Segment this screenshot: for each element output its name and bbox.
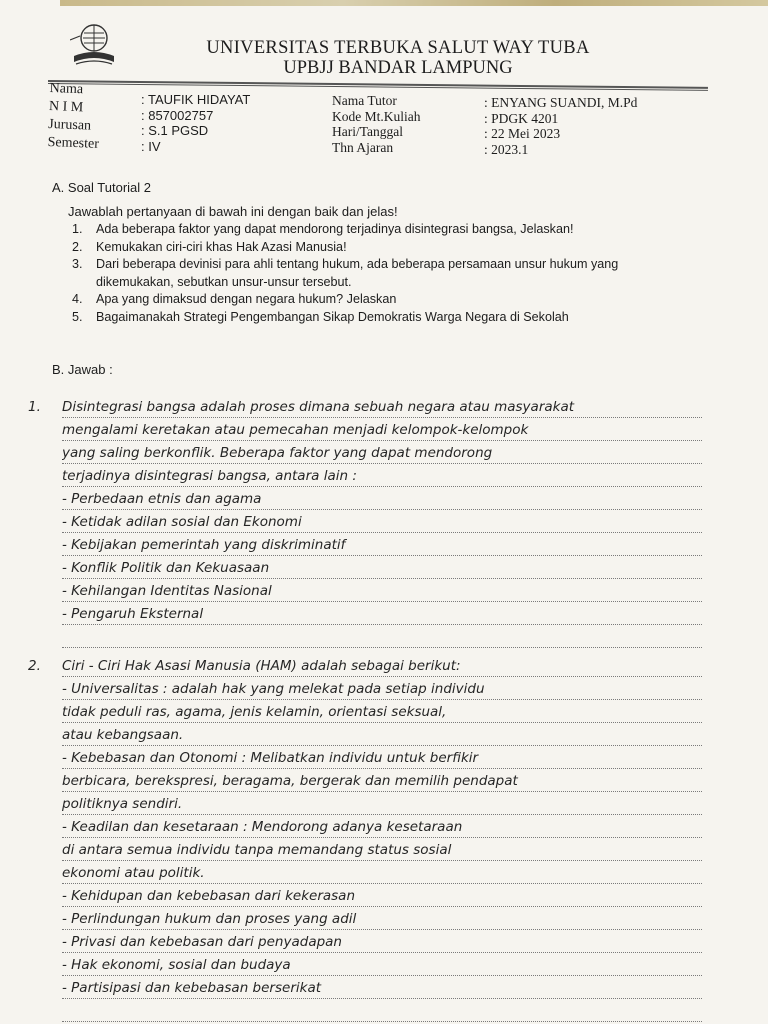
question-text: Apa yang dimaksud dengan negara hukum? Jelaskan <box>96 292 397 306</box>
answer-line: - Keadilan dan kesetaraan : Mendorong adanya kesetaraan <box>62 815 702 838</box>
answer-line: - Ketidak adilan sosial dan Ekonomi <box>62 510 702 533</box>
label-nama-tutor: Nama Tutor <box>332 93 397 108</box>
value-kode-mk: : PDGK 4201 <box>484 110 559 126</box>
upbjj-title: UPBJJ BANDAR LAMPUNG <box>283 58 513 78</box>
answer-line: - Kebijakan pemerintah yang diskriminatif <box>62 533 702 556</box>
page-edge-stripe <box>60 0 768 6</box>
question-number: 3. <box>72 257 83 271</box>
answer-line: - Konflik Politik dan Kekuasaan <box>62 556 702 579</box>
answer-line: - Perbedaan etnis dan agama <box>62 487 702 510</box>
answer-line: ekonomi atau politik. <box>62 861 702 884</box>
handwritten-answers <box>0 395 768 1024</box>
answer-line: Ciri - Ciri Hak Asasi Manusia (HAM) adalah sebagai berikut: <box>62 654 702 677</box>
value-hari-tanggal: : 22 Mei 2023 <box>484 126 561 141</box>
question-number: 1. <box>72 222 83 236</box>
question-number: 5. <box>72 309 83 324</box>
label-nama: Nama <box>49 80 84 98</box>
value-thn-ajaran: : 2023.1 <box>484 141 529 157</box>
label-kode-mk: Kode Mt.Kuliah <box>332 108 421 124</box>
course-info-labels <box>332 93 421 155</box>
question-number: 2. <box>72 239 83 254</box>
question-item <box>72 291 672 309</box>
answer-line: - Hak ekonomi, sosial dan budaya <box>62 953 702 976</box>
question-number: 4. <box>72 292 83 306</box>
label-hari-tanggal: Hari/Tanggal <box>332 124 404 139</box>
section-b-heading: B. Jawab : <box>52 362 113 377</box>
answer-line: - Partisipasi dan kebebasan berserikat <box>62 976 702 999</box>
answer-line: - Kehidupan dan kebebasan dari kekerasan <box>62 884 702 907</box>
answer-line: di antara semua individu tanpa memandang status sosial <box>62 838 702 861</box>
value-nama-tutor: : ENYANG SUANDI, M.Pd <box>484 95 638 110</box>
answer-number: 1. <box>28 399 41 415</box>
label-nim: N I M <box>48 98 84 116</box>
value-semester: : IV <box>141 138 161 154</box>
answer-line: - Kehilangan Identitas Nasional <box>62 579 702 602</box>
value-nim: : 857002757 <box>141 107 214 123</box>
answer-line: Disintegrasi bangsa adalah proses dimana sebuah negara atau masyarakat <box>62 395 702 418</box>
answer-line: terjadinya disintegrasi bangsa, antara lain : <box>62 464 702 487</box>
section-a-heading: A. Soal Tutorial 2 <box>52 180 151 195</box>
question-text: Ada beberapa faktor yang dapat mendorong terjadinya disintegrasi bangsa, Jelaskan! <box>96 222 574 236</box>
label-semester: Semester <box>47 134 100 152</box>
blank-line <box>62 999 702 1022</box>
question-item <box>72 309 672 327</box>
value-nama: : TAUFIK HIDAYAT <box>141 92 251 107</box>
question-item <box>72 256 672 291</box>
question-list <box>72 221 672 326</box>
answer-line: yang saling berkonflik. Beberapa faktor yang dapat mendorong <box>62 441 702 464</box>
blank-line <box>62 625 702 648</box>
label-thn-ajaran: Thn Ajaran <box>332 139 394 155</box>
label-jurusan: Jurusan <box>48 116 92 134</box>
question-item <box>72 239 672 257</box>
question-item <box>72 221 672 239</box>
question-text: Dari beberapa devinisi para ahli tentang hukum, ada beberapa persamaan unsur hukum yang dikemukakan, sebutkan unsur-unsur tersebut. <box>96 257 619 289</box>
answer-line: - Perlindungan hukum dan proses yang adil <box>62 907 702 930</box>
student-info-values <box>141 92 250 154</box>
answer-line: berbicara, berekspresi, beragama, bergerak dan memilih pendapat <box>62 769 702 792</box>
answer-number: 2. <box>28 658 41 674</box>
question-text: Bagaimanakah Strategi Pengembangan Sikap Demokratis Warga Negara di Sekolah <box>96 309 569 324</box>
university-logo-icon <box>70 22 114 70</box>
answer-line: mengalami keretakan atau pemecahan menjadi kelompok-kelompok <box>62 418 702 441</box>
value-jurusan: : S.1 PGSD <box>141 123 209 138</box>
university-title: UNIVERSITAS TERBUKA SALUT WAY TUBA <box>206 38 590 58</box>
answer-line: - Kebebasan dan Otonomi : Melibatkan individu untuk berfikir <box>62 746 702 769</box>
answer-line: tidak peduli ras, agama, jenis kelamin, orientasi seksual, <box>62 700 702 723</box>
answer-line: atau kebangsaan. <box>62 723 702 746</box>
course-info-values <box>484 95 637 157</box>
answer-line: - Privasi dan kebebasan dari penyadapan <box>62 930 702 953</box>
answer-line: - Universalitas : adalah hak yang melekat pada setiap individu <box>62 677 702 700</box>
question-text: Kemukakan ciri-ciri khas Hak Azasi Manusia! <box>96 239 347 254</box>
instruction-text: Jawablah pertanyaan di bawah ini dengan baik dan jelas! <box>68 204 398 219</box>
answer-line: politiknya sendiri. <box>62 792 702 815</box>
student-info-labels <box>47 80 101 154</box>
answer-line: - Pengaruh Eksternal <box>62 602 702 625</box>
